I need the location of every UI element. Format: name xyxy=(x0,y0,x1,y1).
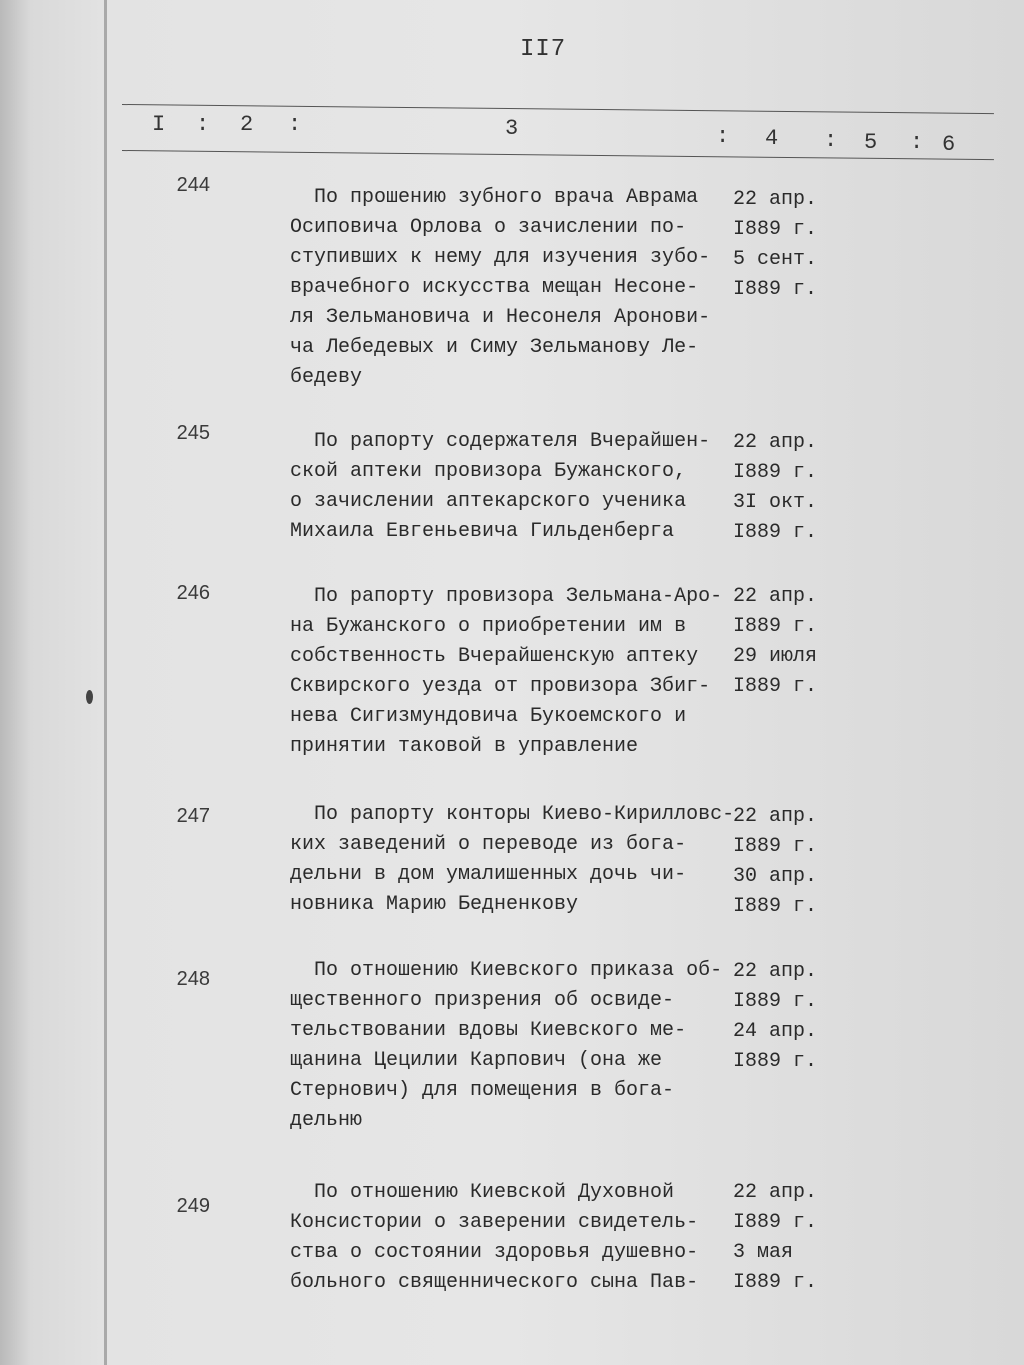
description-line: тельствовании вдовы Киевского ме- xyxy=(290,1019,687,1042)
description-line: ча Лебедевых и Симу Зельманову Ле- xyxy=(290,336,699,359)
date-line: 3I окт. xyxy=(733,491,818,514)
entry-description xyxy=(290,800,735,920)
description-line: ких заведений о переводе из бога- xyxy=(290,833,687,856)
column-header-1: I xyxy=(152,112,166,137)
date-line: 5 сент. xyxy=(733,248,818,271)
date-line: 22 апр. xyxy=(733,585,818,608)
description-line: щественного призрения об освиде- xyxy=(290,989,675,1012)
page-number: II7 xyxy=(520,36,567,63)
column-separator: : xyxy=(288,112,302,137)
date-line: 22 апр. xyxy=(733,960,818,983)
date-line: I889 г. xyxy=(733,615,818,638)
description-line: ства о состоянии здоровья душевно- xyxy=(290,1241,699,1264)
date-line: I889 г. xyxy=(733,278,818,301)
entry-dates xyxy=(733,428,817,548)
description-line: принятии таковой в управление xyxy=(290,735,639,758)
entry-description xyxy=(290,956,730,1136)
entry-dates xyxy=(733,802,817,922)
entry-description xyxy=(290,1178,730,1298)
date-line: I889 г. xyxy=(733,895,818,918)
description-line: Михаила Евгеньевича Гильденберга xyxy=(290,520,675,543)
date-line: 3 мая xyxy=(733,1241,794,1264)
description-line: ступивших к нему для изучения зубо- xyxy=(290,246,711,269)
description-line: По прошению зубного врача Аврама xyxy=(290,186,699,209)
column-header-3: 3 xyxy=(505,116,519,141)
date-line: I889 г. xyxy=(733,461,818,484)
entry-number: 244 xyxy=(176,174,210,196)
entry-number: 245 xyxy=(176,422,210,444)
entry-dates xyxy=(733,957,817,1077)
date-line: 22 апр. xyxy=(733,1181,818,1204)
column-separator: : xyxy=(716,124,730,149)
date-line: I889 г. xyxy=(733,1271,818,1294)
column-header-5: 5 xyxy=(864,130,878,155)
date-line: I889 г. xyxy=(733,990,818,1013)
date-line: I889 г. xyxy=(733,675,818,698)
date-line: 22 апр. xyxy=(733,431,818,454)
date-line: 29 июля xyxy=(733,645,818,668)
entry-number: 247 xyxy=(176,805,210,827)
column-separator: : xyxy=(824,128,838,153)
date-line: I889 г. xyxy=(733,835,818,858)
date-line: 22 апр. xyxy=(733,805,818,828)
description-line: По отношению Киевской Духовной xyxy=(290,1181,675,1204)
column-separator: : xyxy=(196,112,210,137)
entry-dates xyxy=(733,582,817,702)
description-line: дельни в дом умалишенных дочь чи- xyxy=(290,863,687,886)
date-line: I889 г. xyxy=(733,1211,818,1234)
entry-number: 246 xyxy=(176,582,210,604)
date-line: 22 апр. xyxy=(733,188,818,211)
entry-dates xyxy=(733,1178,817,1298)
description-line: ля Зельмановича и Несонеля Аронови- xyxy=(290,306,711,329)
description-line: врачебного искусства мещан Несоне- xyxy=(290,276,699,299)
column-header-2: 2 xyxy=(240,112,254,137)
date-line: I889 г. xyxy=(733,218,818,241)
binding-hole xyxy=(86,690,93,704)
description-line: По рапорту содержателя Вчерайшен- xyxy=(290,430,711,453)
entry-description xyxy=(290,582,730,762)
description-line: Консистории о заверении свидетель- xyxy=(290,1211,699,1234)
description-line: ской аптеки провизора Бужанского, xyxy=(290,460,687,483)
description-line: Сквирского уезда от провизора Збиг- xyxy=(290,675,711,698)
entry-dates xyxy=(733,185,817,305)
description-line: По отношению Киевского приказа об- xyxy=(290,959,723,982)
description-line: Осиповича Орлова о зачислении по- xyxy=(290,216,687,239)
book-spine-fold xyxy=(104,0,107,1365)
entry-number: 249 xyxy=(176,1195,210,1217)
description-line: собственность Вчерайшенскую аптеку xyxy=(290,645,699,668)
date-line: 24 апр. xyxy=(733,1020,818,1043)
date-line: I889 г. xyxy=(733,1050,818,1073)
entry-number: 248 xyxy=(176,968,210,990)
column-separator: : xyxy=(910,130,924,155)
entry-description xyxy=(290,183,730,393)
description-line: бедеву xyxy=(290,366,363,389)
description-line: Стернович) для помещения в бога- xyxy=(290,1079,675,1102)
column-header-6: 6 xyxy=(942,132,956,157)
description-line: о зачислении аптекарского ученика xyxy=(290,490,687,513)
date-line: 30 апр. xyxy=(733,865,818,888)
description-line: дельню xyxy=(290,1109,363,1132)
description-line: новника Марию Бедненкову xyxy=(290,893,579,916)
entry-description xyxy=(290,427,730,547)
description-line: больного священнического сына Пав- xyxy=(290,1271,699,1294)
description-line: По рапорту конторы Киево-Кирилловс- xyxy=(290,803,735,826)
column-header-4: 4 xyxy=(765,126,779,151)
description-line: щанина Цецилии Карпович (она же xyxy=(290,1049,663,1072)
description-line: По рапорту провизора Зельмана-Аро- xyxy=(290,585,723,608)
description-line: на Бужанского о приобретении им в xyxy=(290,615,687,638)
description-line: нева Сигизмундовича Букоемского и xyxy=(290,705,687,728)
date-line: I889 г. xyxy=(733,521,818,544)
